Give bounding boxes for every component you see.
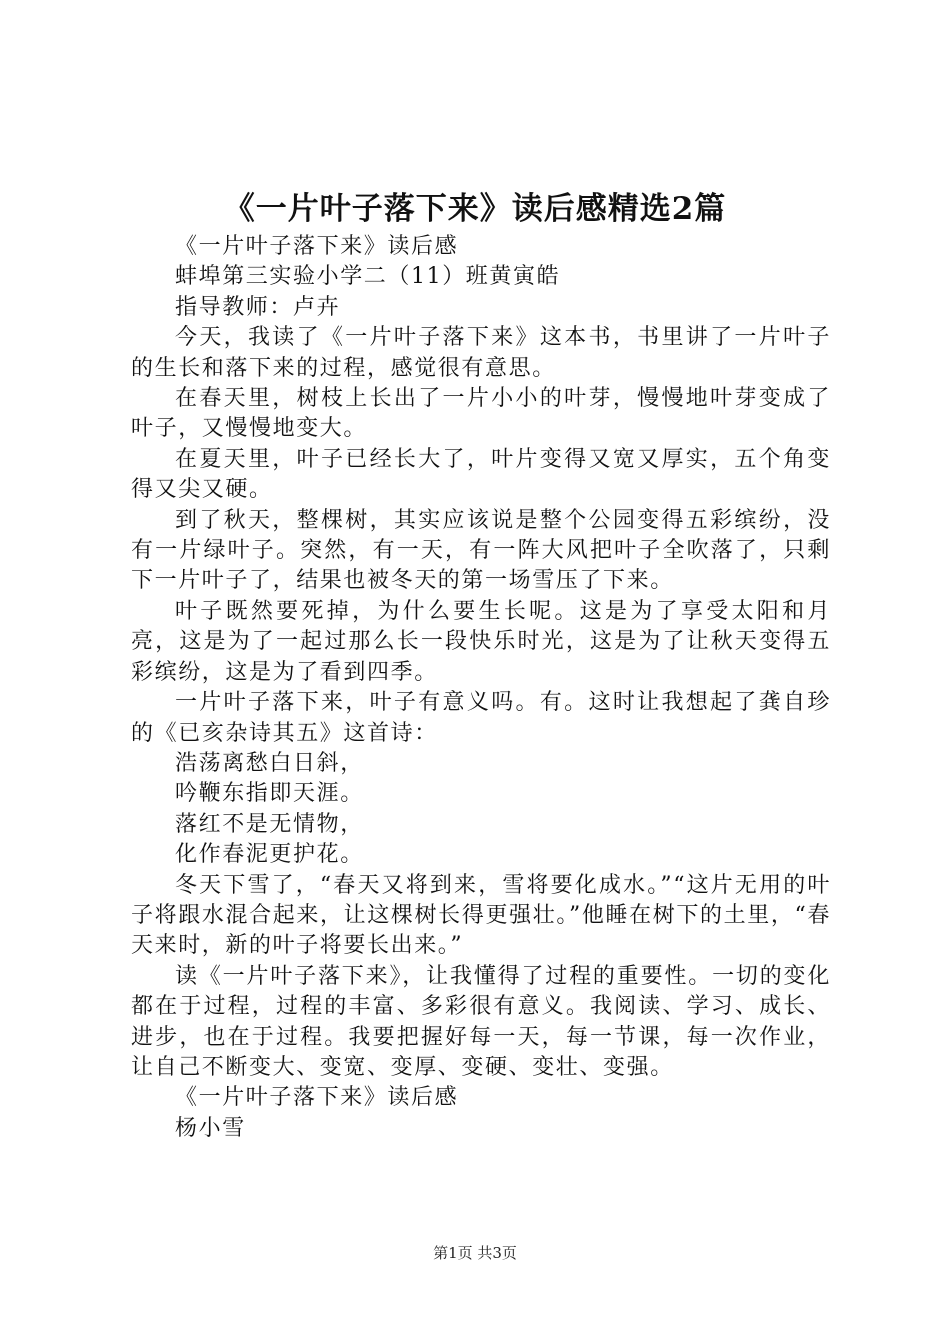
page-footer: 第1页 共3页 — [433, 1244, 517, 1262]
body-paragraph: 叶子既然要死掉，为什么要生长呢。这是为了享受太阳和月亮，这是为了一起过那么长一段快乐时光，这是为了让秋天变得五彩缤纷，这是为了看到四季。 — [131, 598, 831, 685]
author-line: 杨小雪 — [175, 1115, 246, 1141]
body-paragraph: 读《一片叶子落下来》，让我懂得了过程的重要性。一切的变化都在于过程，过程的丰富、多彩很有意义。我阅读、学习、成长、进步，也在于过程。我要把握好每一天，每一节课，每一次作业，让自己不断变大、变宽、变厚、变硬、变壮、变强。 — [131, 963, 831, 1080]
body-paragraph: 冬天下雪了，“春天又将到来，雪将要化成水。”“这片无用的叶子将跟水混合起来，让这棵树长得更强壮。”他睡在树下的土里，“春天来时，新的叶子将要长出来。” — [131, 872, 831, 959]
body-paragraph: 在夏天里，叶子已经长大了，叶片变得又宽又厚实，五个角变得又尖又硬。 — [131, 446, 831, 503]
document-body — [131, 232, 831, 1144]
poem-line: 化作春泥更护花。 — [175, 842, 364, 868]
body-paragraph: 一片叶子落下来，叶子有意义吗。有。这时让我想起了龚自珍的《已亥杂诗其五》这首诗： — [131, 690, 831, 746]
poem-line: 吟鞭东指即天涯。 — [175, 781, 364, 807]
essay-heading: 《一片叶子落下来》读后感 — [175, 1085, 459, 1111]
body-paragraph: 在春天里，树枝上长出了一片小小的叶芽，慢慢地叶芽变成了叶子，又慢慢地变大。 — [131, 386, 831, 442]
body-paragraph: 今天，我读了《一片叶子落下来》这本书，书里讲了一片叶子的生长和落下来的过程，感觉很有意思。 — [131, 325, 831, 381]
poem-line: 浩荡离愁白日斜， — [175, 750, 364, 776]
document-title: 《一片叶子落下来》读后感精选2篇 — [223, 191, 727, 227]
author-line: 蚌埠第三实验小学二（11）班黄寅皓 — [175, 264, 561, 290]
poem-line: 落红不是无情物， — [175, 811, 364, 837]
teacher-line: 指导教师：卢卉 — [175, 294, 341, 320]
essay-heading: 《一片叶子落下来》读后感 — [175, 234, 459, 259]
body-paragraph: 到了秋天，整棵树，其实应该说是整个公园变得五彩缤纷，没有一片绿叶子。突然，有一天，有一阵大风把叶子全吹落了，只剩下一片叶子了，结果也被冬天的第一场雪压了下来。 — [131, 507, 831, 594]
